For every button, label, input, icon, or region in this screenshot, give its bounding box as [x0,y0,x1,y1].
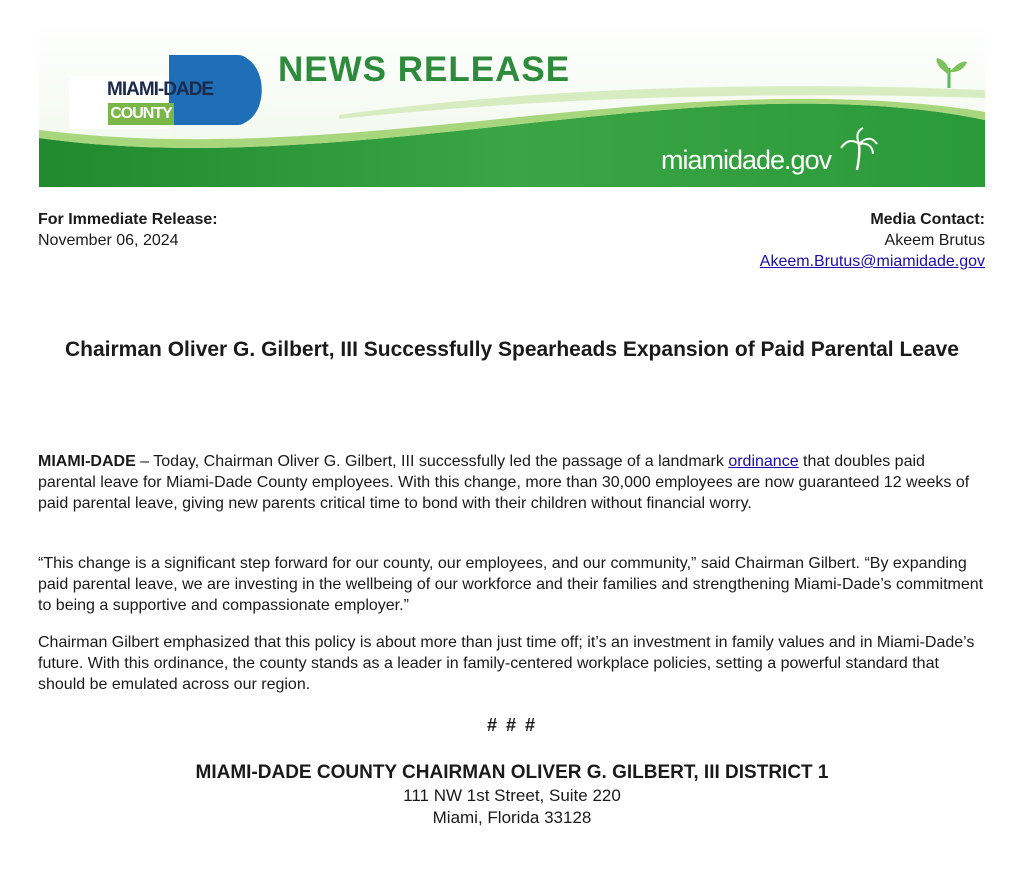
paragraph-1-text-start: – Today, Chairman Oliver G. Gilbert, III successfully led the passage of a landmark [135,453,729,470]
media-contact-email-link[interactable]: Akeem.Brutus@miamidade.gov [759,253,985,270]
paragraph-1-text-end: that doubles paid parental leave for Miami-Dade County employees. With this change, more than 30,000 employees are now guaranteed 12 weeks of paid parental leave, giving new parents critical time to bond with their children without financial worry. [38,453,970,512]
paragraph-3: Chairman Gilbert emphasized that this policy is about more than just time off; it’s an investment in family values and in Miami-Dade’s future. With this ordinance, the county stands as a leader in family-centered workplace policies, setting a powerful standard that should be emulated across our region. [38,634,975,693]
headline: Chairman Oliver G. Gilbert, III Successfully Spearheads Expansion of Paid Parental Leave [65,338,959,361]
media-contact-label: Media Contact: [870,211,985,228]
media-contact [760,209,985,272]
paragraph-2: “This change is a significant step forward for our county, our employees, and our community,” said Chairman Gilbert. “By expanding paid parental leave, we are investing in the wellbeing of our workforce and their families and strengthening Miami-Dade’s commitment to being a supportive and compassionate employer.” [38,555,984,614]
release-label: For Immediate Release: [38,211,218,228]
banner-site-name: miamidade.gov [661,145,832,175]
release-date: November 06, 2024 [38,232,179,249]
banner-title: NEWS RELEASE [278,50,571,89]
release-info [38,209,218,251]
logo-miami-dade-text: MIAMI-DADE [107,79,214,100]
footer-address-line-1: 111 NW 1st Street, Suite 220 [403,786,621,805]
end-marks: # # # [486,715,538,735]
footer-office-name: MIAMI-DADE COUNTY CHAIRMAN OLIVER G. GILBERT, III DISTRICT 1 [195,762,829,783]
dateline: MIAMI-DADE [38,453,136,470]
logo-county-badge: COUNTY [108,103,174,125]
banner-background [39,20,985,187]
paragraph-1 [38,451,986,514]
footer-address-line-2: Miami, Florida 33128 [432,808,592,827]
media-contact-name: Akeem Brutus [884,232,985,249]
footer-address-block [38,760,986,829]
news-release-banner [39,20,985,187]
ordinance-link[interactable]: ordinance [728,453,799,470]
